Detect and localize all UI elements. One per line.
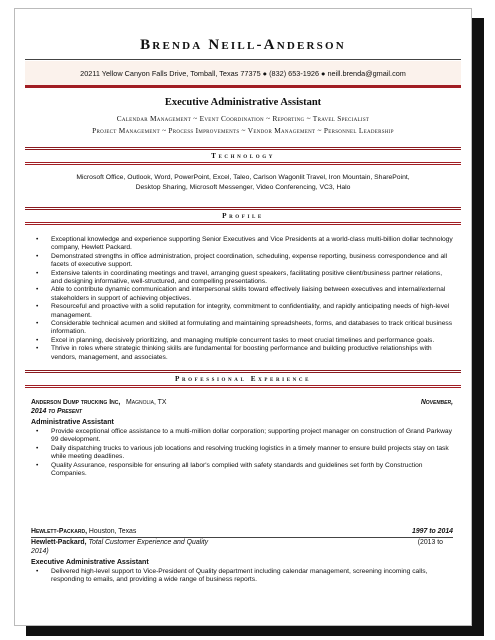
candidate-name: Brenda Neill-Anderson bbox=[140, 37, 346, 53]
job2-subheader bbox=[31, 539, 453, 546]
profile-rule-bottom bbox=[25, 222, 461, 225]
contact-band bbox=[25, 61, 461, 88]
job2-sub-dates-a: (2013 to bbox=[417, 539, 443, 546]
profile-bullet: • Considerable technical acumen and skilled at formulating and maintaining spreadsheets, forms, and databases to track critical business information. bbox=[31, 320, 453, 337]
job1-list bbox=[31, 428, 453, 478]
profile-bullet: • Extensive talents in coordinating meetings and travel, arranging guest speakers, facilitating positive client/business partner relations, and designing informative, well-structured, and compelling presentations. bbox=[31, 270, 453, 287]
technology-heading: Technology bbox=[211, 152, 275, 160]
headline-title: Executive Administrative Assistant bbox=[164, 97, 322, 108]
experience-rule-top bbox=[25, 370, 461, 373]
job2-sub-dates-b: 2014) bbox=[31, 548, 49, 555]
technology-line-1: Microsoft Office, Outlook, Word, PowerPoint, Excel, Taleo, Carlson Wagonlit Travel, Iron Mountain, SharePoint, bbox=[76, 174, 410, 181]
job2-company: Hewlett-Packard, bbox=[31, 528, 87, 535]
technology-rule-bottom bbox=[25, 162, 461, 165]
specialties-line-1: Calendar Management ~ Event Coordination ~ Reporting ~ Travel Specialist bbox=[116, 114, 370, 123]
technology-line-2: Desktop Sharing, Microsoft Messenger, Video Conferencing, VC3, Halo bbox=[135, 183, 351, 191]
job1-title: Administrative Assistant bbox=[31, 418, 114, 426]
job2-header bbox=[31, 528, 453, 535]
job2-bullet: • Delivered high-level support to Vice-President of Quality department including calendar management, screening incoming calls, responding to emails, and providing a wide range of business reports. bbox=[31, 568, 453, 585]
job2-list bbox=[31, 568, 453, 585]
specialties bbox=[15, 113, 471, 136]
profile-bullet: • Demonstrated strengths in office administration, project coordination, scheduling, expense reporting, business correspondence and all facets of executive support. bbox=[31, 253, 453, 270]
job1-company: Anderson Dump trucking Inc, bbox=[31, 399, 121, 406]
profile-list bbox=[31, 236, 453, 362]
job1-dates-b: 2014 to Present bbox=[31, 408, 82, 415]
job2-rule bbox=[31, 537, 453, 538]
profile-rule-top bbox=[25, 207, 461, 210]
experience-rule-bottom bbox=[25, 385, 461, 388]
job1-header bbox=[31, 399, 453, 406]
profile-bullet: • Thrive in roles where strategic thinking skills are fundamental for boosting performance and building productive relationships with vendors, management, and associates. bbox=[31, 345, 453, 362]
job2-sub-role: Total Customer Experience and Quality bbox=[88, 539, 209, 546]
job1-bullet: • Provide exceptional office assistance to a multi-million dollar corporation; supporting project manager on construction of Grand Parkway 99 development. bbox=[31, 428, 453, 445]
job2-location: Houston, Texas bbox=[88, 528, 137, 535]
profile-bullet: • Able to contribute dynamic communication and interpersonal skills toward effectively liaising between executives and internal/external stakeholders in support of achieving objectives. bbox=[31, 286, 453, 303]
profile-bullet: • Excel in planning, decisively prioritizing, and managing multiple concurrent tasks to meet crucial timelines and performance goals. bbox=[31, 337, 453, 345]
profile-bullet: • Resourceful and proactive with a solid reputation for integrity, commitment to confidentiality, and rapidly anticipating needs of high-level management. bbox=[31, 303, 453, 320]
job2-sub-company: Hewlett-Packard, bbox=[31, 539, 87, 546]
profile-bullet: • Exceptional knowledge and experience supporting Senior Executives and Vice Presidents at a world-class multi-billion dollar technology company, Hewlett Packard. bbox=[31, 236, 453, 253]
technology-list bbox=[35, 173, 451, 192]
specialties-line-2: Project Management ~ Process Improvements ~ Vendor Management ~ Personnel Leadership bbox=[92, 125, 394, 135]
job1-bullet: • Daily dispatching trucks to various job locations and resolving trucking logistics in a timely manner to ensure build projects stay on task while meeting deadlines. bbox=[31, 445, 453, 462]
contact-line: 20211 Yellow Canyon Falls Drive, Tomball, Texas 77375 ● (832) 653-1926 ● neill.brenda@gmail.com bbox=[80, 69, 406, 78]
header-rule bbox=[25, 59, 461, 60]
technology-rule-top bbox=[25, 147, 461, 150]
job2-title: Executive Administrative Assistant bbox=[31, 558, 149, 566]
job1-location: Magnolia, TX bbox=[126, 399, 167, 406]
experience-heading: Professional Experience bbox=[174, 375, 312, 383]
resume-page bbox=[14, 8, 472, 626]
profile-heading: Profile bbox=[222, 212, 264, 220]
job1-bullet: • Quality Assurance, responsible for ensuring all labor's complied with safety standards and guidelines set forth by Construction Companies. bbox=[31, 462, 453, 479]
job1-dates-a: November, bbox=[420, 399, 453, 406]
job2-dates: 1997 to 2014 bbox=[412, 528, 453, 535]
